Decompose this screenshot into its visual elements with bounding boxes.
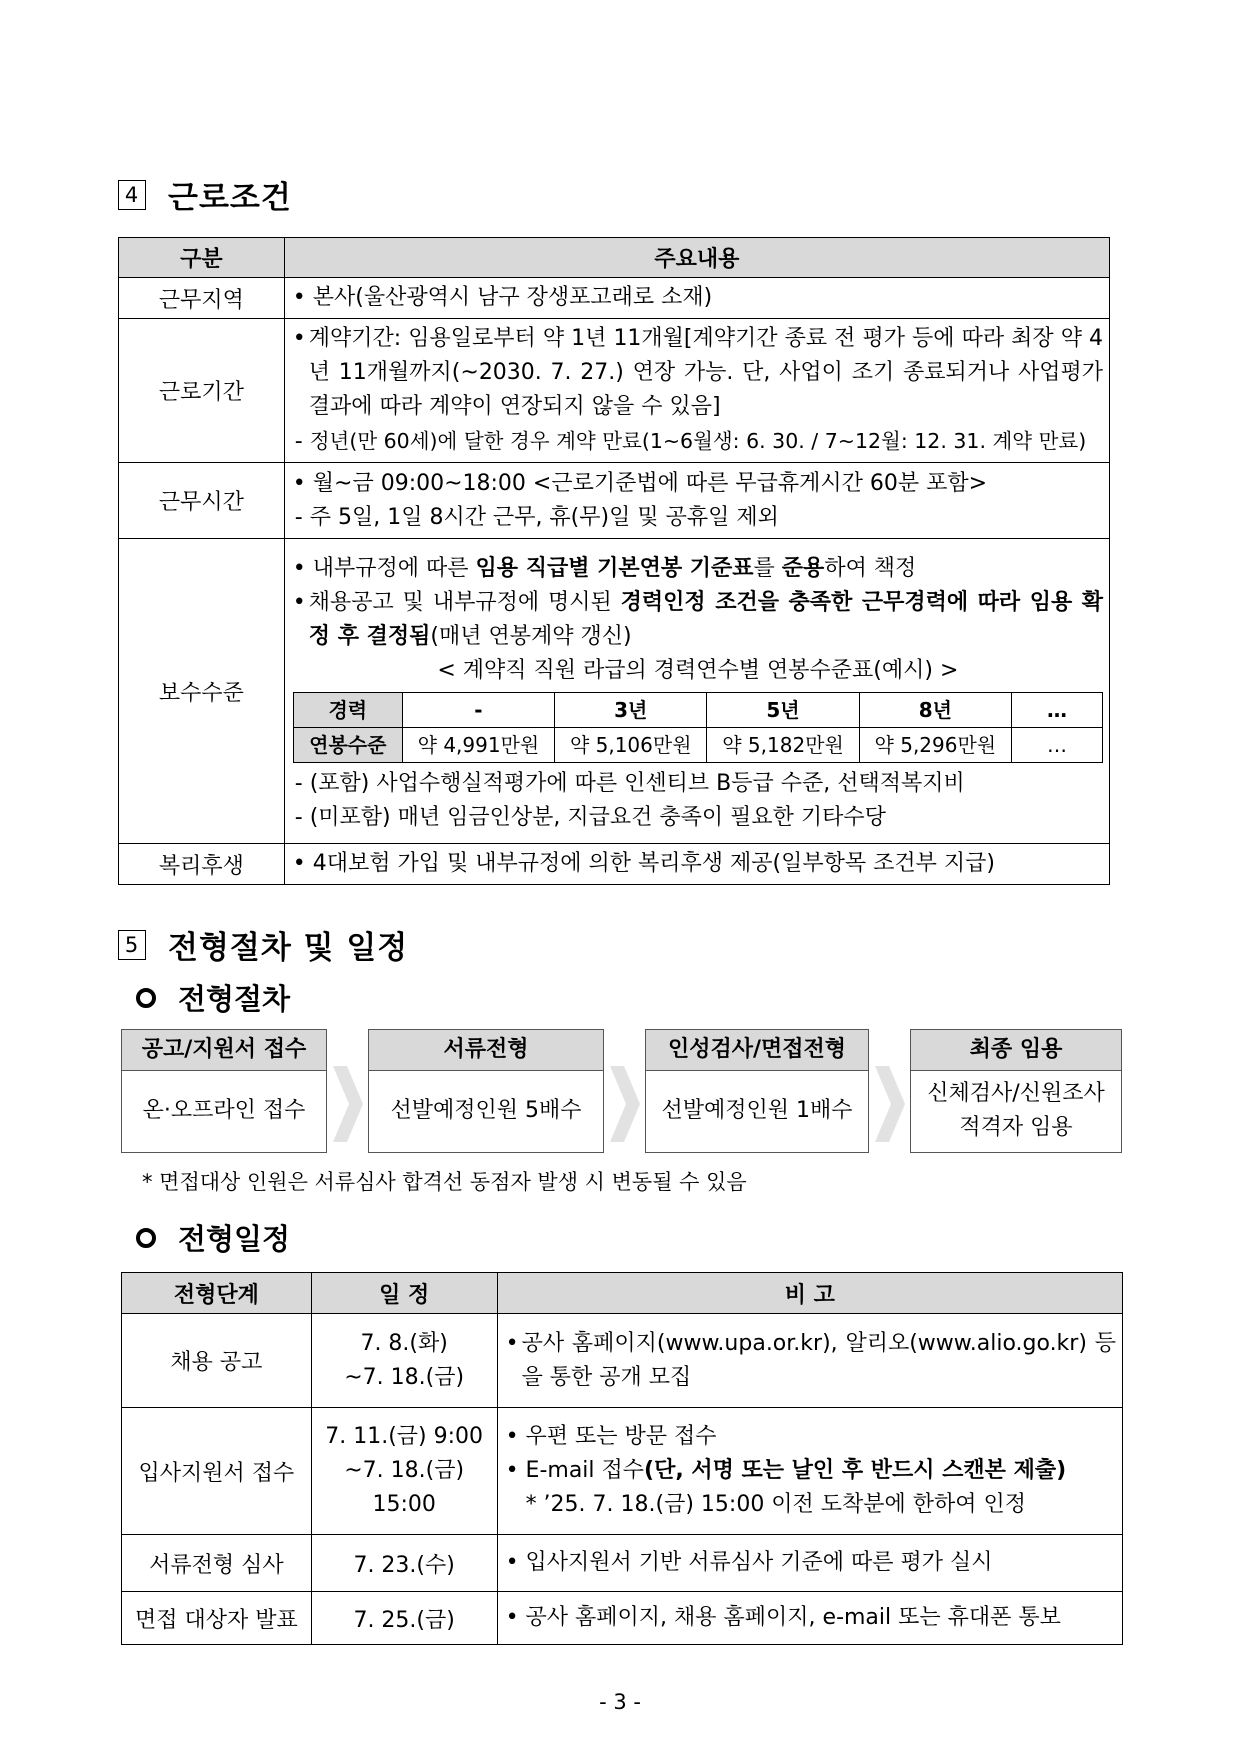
pay-note2: (미포함) 매년 임금인상분, 지급요건 충족이 필요한 기타수당	[309, 805, 886, 830]
row-label-location: 근무지역	[119, 278, 285, 319]
schedule-date: 7. 23.(수)	[311, 1535, 497, 1592]
pay-note1: (포함) 사업수행실적평가에 따른 인센티브 B등급 수준, 선택적복지비	[309, 771, 965, 796]
salary-table	[293, 692, 1103, 763]
salary-head-col: 8년	[859, 693, 1011, 728]
procedure-step-3	[645, 1029, 869, 1153]
schedule-header-stage: 전형단계	[122, 1273, 312, 1314]
row-content-location: • 본사(울산광역시 남구 장생포고래로 소재)	[284, 278, 1109, 319]
pay-bullet2-a: 채용공고 및 내부규정에 명시된	[308, 590, 621, 615]
schedule-date-line: ~7. 18.(금) 15:00	[344, 1458, 465, 1517]
chevron-right-icon	[608, 1062, 642, 1146]
row-content-hours: • 월~금 09:00~18:00 <근로기준법에 따른 무급휴게시간 60분 포함> - 주 5일, 1일 8시간 근무, 휴(무)일 및 공휴일 제외	[284, 463, 1109, 539]
schedule-note-line: 공사 홈페이지, 채용 홈페이지, e-mail 또는 휴대폰 통보	[525, 1605, 1061, 1630]
salary-table-title: < 계약직 직원 라급의 경력연수별 연봉수준표(예시) >	[437, 658, 959, 683]
schedule-note: • 공사 홈페이지, 채용 홈페이지, e-mail 또는 휴대폰 통보	[497, 1592, 1122, 1645]
page-number: - 3 -	[599, 1690, 641, 1714]
salary-cell: 약 4,991만원	[402, 728, 554, 763]
schedule-date-line: 7. 8.(화)	[360, 1330, 448, 1356]
pay-bullet1-b: 를	[753, 556, 782, 581]
schedule-note-bold: (단, 서명 또는 날인 후 반드시 스캔본 제출)	[644, 1458, 1067, 1483]
pay-bullet1-a: 내부규정에 따른	[312, 556, 476, 581]
salary-cell: 약 5,106만원	[555, 728, 707, 763]
circle-bullet-icon	[136, 1228, 156, 1248]
table-row	[122, 1408, 1123, 1535]
schedule-stage: 서류전형 심사	[122, 1535, 312, 1592]
schedule-date-line: ~7. 18.(금)	[344, 1364, 465, 1390]
table-header-content: 주요내용	[284, 238, 1109, 278]
period-line1: 계약기간: 임용일로부터 약 1년 11개월[계약기간 종료 전 평가 등에 따라 최장 약 4년 11개월까지(~2030. 7. 27.) 연장 가능. 단, 사업이 조기 종료되거나 사업평가 결과에 따라 계약이 연장되지 않을 수 있음]	[308, 326, 1103, 419]
step-body: 선발예정인원 1배수	[661, 1098, 853, 1123]
schedule-note: • 공사 홈페이지(www.upa.or.kr), 알리오(www.alio.go.kr) 등을 통한 공개 모집	[497, 1314, 1122, 1408]
salary-head-col: 5년	[707, 693, 859, 728]
table-row	[122, 1592, 1123, 1645]
step-body-line: 적격자 임용	[959, 1115, 1073, 1140]
hours-line1: 월~금 09:00~18:00 <근로기준법에 따른 무급휴게시간 60분 포함>	[312, 470, 988, 496]
step-body-line: 신체검사/신원조사	[927, 1081, 1105, 1106]
procedure-subtitle	[136, 977, 290, 1018]
pay-bullet2-b: (매년 연봉계약 갱신)	[430, 624, 632, 649]
step-head: 최종 임용	[911, 1030, 1121, 1071]
schedule-subtitle-text: 전형일정	[178, 1222, 291, 1256]
schedule-date-line: 7. 11.(금) 9:00	[325, 1424, 484, 1449]
pay-bullet2-bold: 경력인정 조건을 충족한 근무경력에 따라 임용 확정 후 결정됨	[308, 590, 1104, 649]
step-head: 인성검사/면접전형	[646, 1030, 868, 1071]
location-text: 본사(울산광역시 남구 장생포고래로 소재)	[312, 285, 713, 310]
schedule-date: 7. 25.(금)	[311, 1592, 497, 1645]
step-body	[911, 1071, 1121, 1151]
schedule-note: • 우편 또는 방문 접수 • E-mail 접수(단, 서명 또는 날인 후 반드시 스캔본 제출) * ’25. 7. 18.(금) 15:00 이전 도착분에 한하여 인정	[497, 1408, 1122, 1535]
row-label-pay: 보수수준	[119, 539, 285, 844]
step-head: 공고/지원서 접수	[122, 1030, 326, 1071]
procedure-step-4	[910, 1029, 1122, 1153]
salary-cell: 약 5,296만원	[859, 728, 1011, 763]
salary-head-col: 3년	[555, 693, 707, 728]
procedure-step-2	[368, 1029, 604, 1153]
procedure-step-1	[121, 1029, 327, 1153]
salary-head-col: …	[1012, 693, 1103, 728]
salary-head-career: 경력	[293, 693, 402, 728]
working-conditions-table	[118, 237, 1110, 885]
procedure-note: * 면접대상 인원은 서류심사 합격선 동점자 발생 시 변동될 수 있음	[142, 1170, 747, 1194]
section-number-box: 4	[118, 180, 146, 210]
procedure-subtitle-text: 전형절차	[178, 982, 291, 1016]
schedule-note: • 입사지원서 기반 서류심사 기준에 따른 평가 실시	[497, 1535, 1122, 1592]
welfare-text: 4대보험 가입 및 내부규정에 의한 복리후생 제공(일부항목 조건부 지급)	[312, 851, 995, 876]
schedule-stage: 채용 공고	[122, 1314, 312, 1408]
schedule-table	[121, 1272, 1123, 1645]
period-line2: 정년(만 60세)에 달한 경우 계약 만료(1~6월생: 6. 30. / 7~12월: 12. 31. 계약 만료)	[309, 429, 1087, 453]
schedule-header-date: 일 정	[311, 1273, 497, 1314]
schedule-date	[311, 1314, 497, 1408]
chevron-right-icon	[873, 1062, 907, 1146]
section-title-text: 근로조건	[168, 180, 292, 216]
table-row	[122, 1314, 1123, 1408]
section5-title	[118, 922, 408, 967]
row-content-period: • 계약기간: 임용일로부터 약 1년 11개월[계약기간 종료 전 평가 등에 따라 최장 약 4년 11개월까지(~2030. 7. 27.) 연장 가능. 단, 사업이 조기 종료되거나 사업평가 결과에 따라 계약이 연장되지 않을 수 있음] - 정년(만 60세)에 달한 경우 계약 만료(1~6월생: 6. 30. / 7~12월: 12. 31. 계약 만료)	[284, 319, 1109, 463]
schedule-subtitle	[136, 1217, 290, 1258]
step-head: 서류전형	[369, 1030, 603, 1071]
schedule-date	[311, 1408, 497, 1535]
section-title-text: 전형절차 및 일정	[168, 930, 409, 966]
table-header-category: 구분	[119, 238, 285, 278]
salary-cell: …	[1012, 728, 1103, 763]
pay-bullet1-bold: 임용 직급별 기본연봉 기준표	[475, 556, 754, 581]
step-body: 온·오프라인 접수	[142, 1098, 306, 1123]
schedule-note-line: 우편 또는 방문 접수	[525, 1424, 717, 1449]
schedule-note-line: 입사지원서 기반 서류심사 기준에 따른 평가 실시	[525, 1550, 993, 1575]
row-label-hours: 근무시간	[119, 463, 285, 539]
hours-line2: 주 5일, 1일 8시간 근무, 휴(무)일 및 공휴일 제외	[309, 504, 779, 530]
salary-cell: 약 5,182만원	[707, 728, 859, 763]
salary-row-label: 연봉수준	[293, 728, 402, 763]
row-content-pay: • 내부규정에 따른 임용 직급별 기본연봉 기준표를 준용하여 책정 • 채용공고 및 내부규정에 명시된 경력인정 조건을 충족한 근무경력에 따라 임용 확정 후 결정됨(매년 연봉계약 갱신) < 계약직 직원 라급의 경력연수별 연봉수준표(예시) > 경력 - 3년 5년 8년 … 연봉수준 약 4,991만원 약 5,106만원 약 5,182만원 약 5,296만원 … - (포함) 사업수행실적평가에 따른 인센티브 B등급 수준, 선택적복지비 - (미포함) 매년 임금인상분, 지급요건 충족이 필요한 기타수당	[284, 539, 1109, 844]
schedule-note-line: 공사 홈페이지(www.upa.or.kr), 알리오(www.alio.go.kr) 등을 통한 공개 모집	[521, 1330, 1116, 1390]
pay-bullet1-c: 하여 책정	[824, 556, 917, 581]
row-label-period: 근로기간	[119, 319, 285, 463]
schedule-note-line: E-mail 접수	[525, 1458, 645, 1483]
table-row	[122, 1535, 1123, 1592]
section4-title	[118, 172, 292, 217]
row-label-welfare: 복리후생	[119, 844, 285, 885]
schedule-note-line: * ’25. 7. 18.(금) 15:00 이전 도착분에 한하여 인정	[525, 1492, 1027, 1517]
schedule-header-note: 비 고	[497, 1273, 1122, 1314]
row-content-welfare: • 4대보험 가입 및 내부규정에 의한 복리후생 제공(일부항목 조건부 지급)	[284, 844, 1109, 885]
pay-bullet1-bold2: 준용	[781, 556, 825, 581]
schedule-stage: 면접 대상자 발표	[122, 1592, 312, 1645]
chevron-right-icon	[331, 1062, 365, 1146]
step-body: 선발예정인원 5배수	[390, 1098, 582, 1123]
schedule-stage: 입사지원서 접수	[122, 1408, 312, 1535]
salary-head-col: -	[402, 693, 554, 728]
circle-bullet-icon	[136, 988, 156, 1008]
section-number-box: 5	[118, 930, 146, 960]
